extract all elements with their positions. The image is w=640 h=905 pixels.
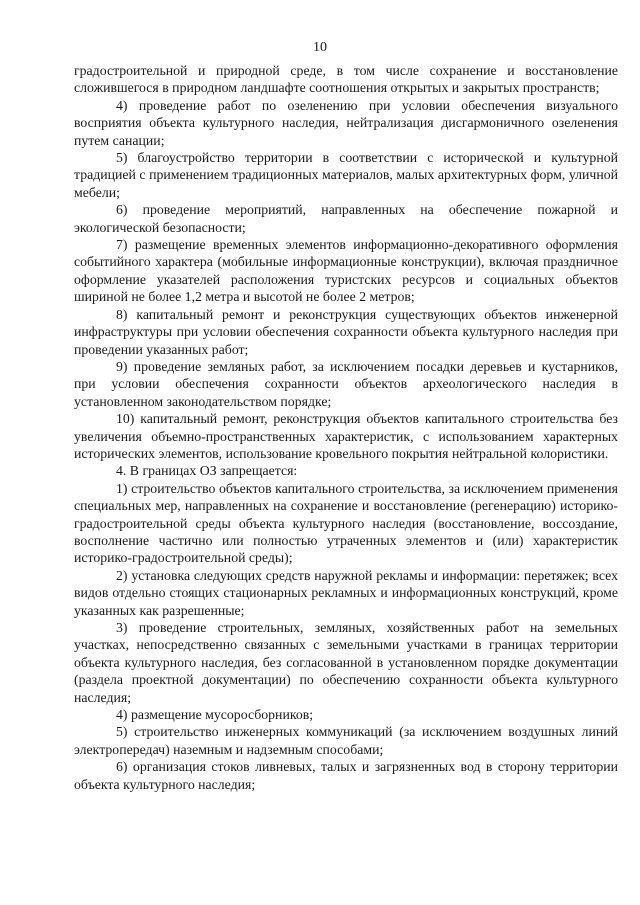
document-paragraph: 7) размещение временных элементов информационно-декоративного оформления событийного характера (мобильные информационные конструкции), включая праздничное оформление указателей расположения туристских ресурсов и социальных объектов шириной не более 1,2 метра и высотой не более 2 метров;: [74, 237, 618, 305]
document-paragraph: 3) проведение строительных, земляных, хозяйственных работ на земельных участках, непосредственно связанных с земельными участками в границах территории объекта культурного наследия, без согласованной в установленном порядке документации (раздела проектной документации) по обеспечению сохранности объекта культурного наследия;: [74, 620, 618, 705]
document-paragraph: 6) организация стоков ливневых, талых и загрязненных вод в сторону территории объекта культурного наследия;: [74, 759, 618, 792]
document-text: [74, 62, 618, 793]
document-paragraph: 8) капитальный ремонт и реконструкция существующих объектов инженерной инфраструктуры при условии обеспечения сохранности объекта культурного наследия при проведении указанных работ;: [74, 306, 618, 357]
document-paragraph: 1) строительство объектов капитального строительства, за исключением применения специальных мер, направленных на сохранение и восстановление (регенерацию) историко-градостроительной среды объекта культурного наследия (восстановление, воссоздание, восполнение частично или полностью утраченных элементов и (или) характеристик историко-градостроительной среды);: [74, 480, 618, 566]
document-paragraph: 10) капитальный ремонт, реконструкция объектов капитального строительства без увеличения объемно-пространственных характеристик, с использованием характерных исторических элементов, использование кровельного покрытия нейтральной колористики.: [74, 411, 618, 461]
document-paragraph: 4) размещение мусоросборников;: [116, 707, 314, 723]
document-paragraph: 4. В границах ОЗ запрещается:: [116, 463, 298, 479]
document-paragraph: 6) проведение мероприятий, направленных на обеспечение пожарной и экологической безопасности;: [74, 202, 618, 235]
document-paragraph: 4) проведение работ по озеленению при условии обеспечения визуального восприятия объекта культурного наследия, нейтрализация дисгармоничного озеленения путем санации;: [74, 97, 618, 148]
document-paragraph: градостроительной и природной среде, в том числе сохранение и восстановление сложившегося в природном ландшафте соотношения открытых и закрытых пространств;: [74, 63, 618, 96]
page-number: 10: [313, 40, 327, 55]
document-paragraph: 2) установка следующих средств наружной рекламы и информации: перетяжек; всех видов отдельно стоящих стационарных рекламных и информационных конструкций, кроме указанных как разрешенные;: [74, 567, 618, 618]
document-paragraph: 5) благоустройство территории в соответствии с исторической и культурной традицией с применением традиционных материалов, малых архитектурных форм, уличной мебели;: [74, 150, 618, 200]
document-paragraph: 9) проведение земляных работ, за исключением посадки деревьев и кустарников, при условии обеспечения сохранности объектов археологического наследия в установленном законодательством порядке;: [74, 358, 618, 409]
document-paragraph: 5) строительство инженерных коммуникаций (за исключением воздушных линий электропередач) наземным и надземным способами;: [74, 724, 618, 757]
